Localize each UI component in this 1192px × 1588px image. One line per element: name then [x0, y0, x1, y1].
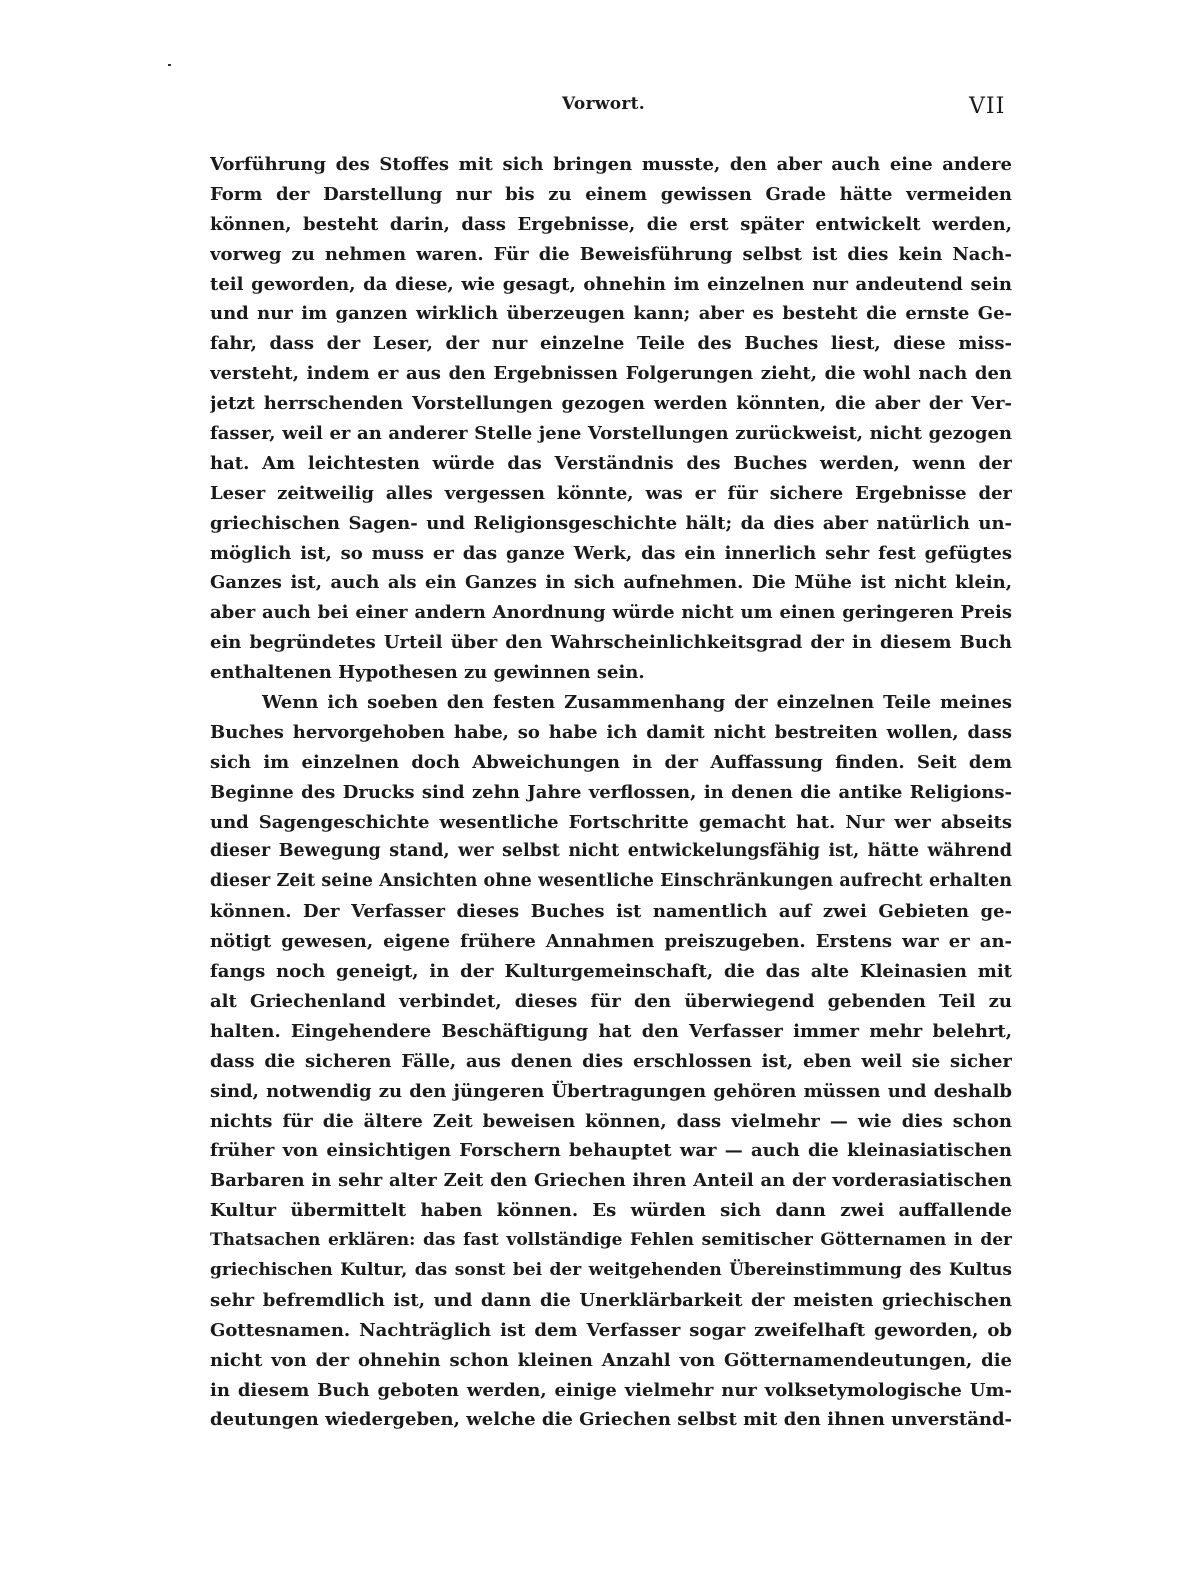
text-line: und nur im ganzen wirklich überzeugen kann; aber es besteht die ernste Ge-: [210, 303, 1012, 325]
text-line: teil geworden, da diese, wie gesagt, ohnehin im einzelnen nur andeutend sein: [210, 273, 1012, 295]
text-line: können, besteht darin, dass Ergebnisse, die erst später entwickelt werden,: [210, 213, 1012, 235]
text-line: Leser zeitweilig alles vergessen könnte, was er für sichere Ergebnisse der: [210, 482, 1012, 504]
text-line: dieser Bewegung stand, wer selbst nicht entwickelungsfähig ist, hätte während: [210, 841, 1012, 862]
text-line: Vorführung des Stoffes mit sich bringen musste, den aber auch eine andere: [210, 154, 1012, 175]
text-line: Beginne des Drucks sind zehn Jahre verflossen, in denen die antike Religions-: [210, 781, 1012, 803]
text-line: sind, notwendig zu den jüngeren Übertragungen gehören müssen und deshalb: [210, 1080, 1012, 1102]
text-line: nicht von der ohnehin schon kleinen Anzahl von Götternamendeutungen, die: [210, 1349, 1012, 1371]
text-line: aber auch bei einer andern Anordnung würde nicht um einen geringeren Preis: [210, 602, 1012, 624]
text-line: griechischen Kultur, das sonst bei der weitgehenden Übereinstimmung des Kultus: [210, 1259, 1012, 1280]
page-number: VII: [969, 94, 1006, 119]
text-line: Form der Darstellung nur bis zu einem gewissen Grade hätte vermeiden: [210, 183, 1012, 205]
running-head: Vorwort.: [562, 94, 646, 114]
text-line: Wenn ich soeben den festen Zusammenhang der einzelnen Teile meines: [262, 692, 1012, 714]
text-line: dass die sicheren Fälle, aus denen dies erschlossen ist, eben weil sie sicher: [210, 1050, 1012, 1072]
paragraph-2: [210, 688, 1012, 1435]
text-line: hat. Am leichtesten würde das Verständnis des Buches werden, wenn der: [210, 452, 1012, 474]
text-line: ein begründetes Urteil über den Wahrscheinlichkeitsgrad der in diesem Buch: [210, 632, 1012, 654]
text-line: jetzt herrschenden Vorstellungen gezogen werden könnten, die aber der Ver-: [210, 393, 1012, 415]
text-line: versteht, indem er aus den Ergebnissen Folgerungen zieht, die wohl nach den: [210, 363, 1012, 385]
text-line: deutungen wiedergeben, welche die Griechen selbst mit den ihnen unverständ-: [210, 1409, 1012, 1431]
text-line: Barbaren in sehr alter Zeit den Griechen ihren Anteil an der vorderasiatischen: [210, 1170, 1012, 1192]
text-line: halten. Eingehendere Beschäftigung hat den Verfasser immer mehr belehrt,: [210, 1020, 1012, 1042]
text-line: griechischen Sagen- und Religionsgeschichte hält; da dies aber natürlich un-: [210, 512, 1012, 534]
text-line: können. Der Verfasser dieses Buches ist namentlich auf zwei Gebieten ge-: [210, 901, 1012, 923]
text-line: und Sagengeschichte wesentliche Fortschritte gemacht hat. Nur wer abseits: [210, 811, 1012, 833]
text-line: dieser Zeit seine Ansichten ohne wesentliche Einschränkungen aufrecht erhalten: [210, 871, 1012, 892]
text-line: enthaltenen Hypothesen zu gewinnen sein.: [210, 662, 645, 684]
paragraph-1: [210, 150, 1012, 688]
text-line: Ganzes ist, auch als ein Ganzes in sich aufnehmen. Die Mühe ist nicht klein,: [210, 572, 1012, 594]
text-line: Gottesnamen. Nachträglich ist dem Verfasser sogar zweifelhaft geworden, ob: [210, 1319, 1012, 1341]
text-line: Buches hervorgehoben habe, so habe ich damit nicht bestreiten wollen, dass: [210, 721, 1012, 743]
text-line: fasser, weil er an anderer Stelle jene Vorstellungen zurückweist, nicht gezogen: [210, 423, 1012, 445]
text-line: nötigt gewesen, eigene frühere Annahmen preiszugeben. Erstens war er an-: [210, 931, 1012, 953]
text-line: vorweg zu nehmen waren. Für die Beweisführung selbst ist dies kein Nach-: [210, 243, 1012, 265]
print-speck: [168, 64, 171, 66]
body-text: [210, 150, 1012, 1435]
text-line: alt Griechenland verbindet, dieses für den überwiegend gebenden Teil zu: [210, 990, 1012, 1012]
text-line: nichts für die ältere Zeit beweisen können, dass vielmehr — wie dies schon: [210, 1110, 1012, 1132]
text-line: sehr befremdlich ist, und dann die Unerklärbarkeit der meisten griechischen: [210, 1289, 1012, 1311]
text-line: in diesem Buch geboten werden, einige vielmehr nur volksetymologische Um-: [210, 1379, 1012, 1401]
text-line: sich im einzelnen doch Abweichungen in der Auffassung finden. Seit dem: [210, 751, 1012, 773]
text-line: Thatsachen erklären: das fast vollständige Fehlen semitischer Götternamen in der: [210, 1230, 1012, 1251]
text-line: möglich ist, so muss er das ganze Werk, das ein innerlich sehr fest gefügtes: [210, 542, 1012, 564]
text-line: früher von einsichtigen Forschern behauptet war — auch die kleinasiatischen: [210, 1140, 1012, 1162]
text-line: fahr, dass der Leser, der nur einzelne Teile des Buches liest, diese miss-: [210, 333, 1012, 355]
text-line: Kultur übermittelt haben können. Es würden sich dann zwei auffallende: [210, 1200, 1012, 1222]
text-line: fangs noch geneigt, in der Kulturgemeinschaft, die das alte Kleinasien mit: [210, 961, 1012, 983]
